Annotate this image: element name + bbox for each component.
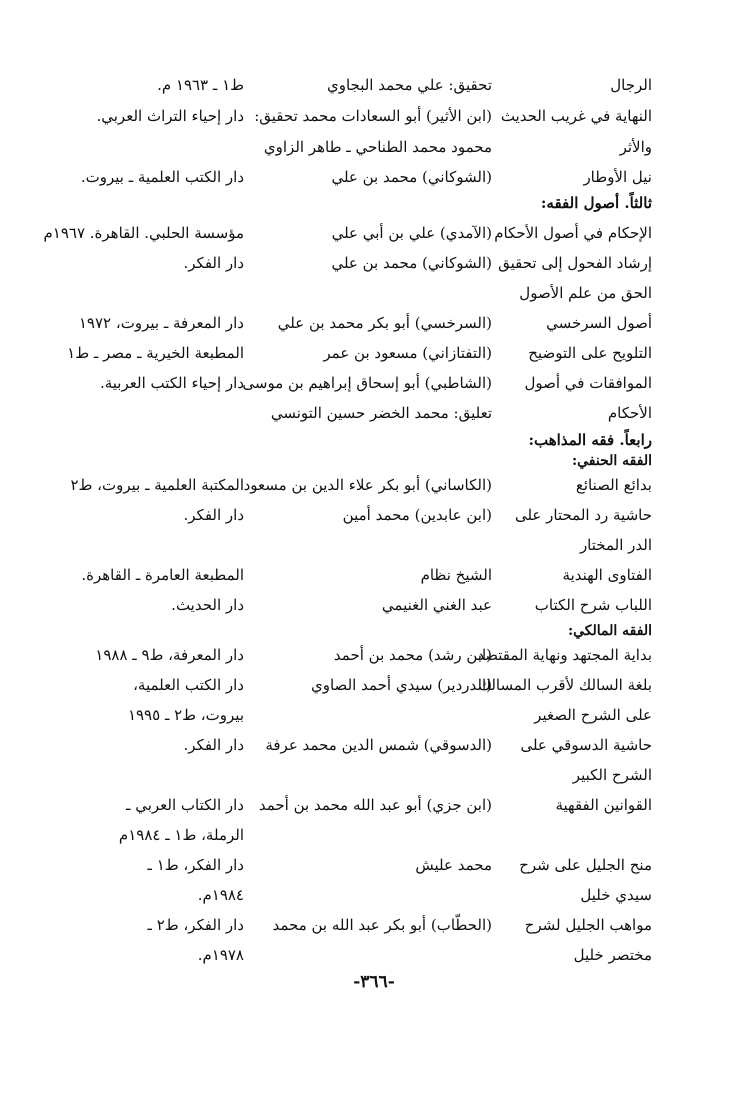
entry-title: التلويح على التوضيح [528, 344, 652, 362]
entry-title: الموافقات في أصول [524, 374, 652, 392]
page-number: -٣٦٦- [353, 972, 395, 992]
entry-publisher: دار الفكر، ط١ ـ [147, 856, 244, 874]
bibliography-entry [0, 278, 748, 308]
bibliography-entry [0, 560, 748, 590]
entry-title: منح الجليل على شرح [519, 856, 652, 874]
entry-title: اللباب شرح الكتاب [534, 596, 652, 614]
entry-title: حاشية رد المحتار على [514, 506, 652, 524]
entry-publisher: دار الفكر، ط٢ ـ [147, 916, 244, 934]
entry-publisher: المكتبة العلمية ـ بيروت، ط٢ [70, 476, 244, 494]
bibliography-entry [0, 670, 748, 700]
entry-title: نيل الأوطار [583, 168, 652, 186]
entry-author: الشيخ نظام [420, 566, 492, 584]
entry-title: القوانين الفقهية [555, 796, 652, 814]
bibliography-entry [0, 248, 748, 278]
entry-author: (الشوكاني) محمد بن علي [331, 254, 492, 272]
entry-title: بدائع الصنائع [575, 476, 652, 494]
entry-publisher: الرملة، ط١ ـ ١٩٨٤م [118, 826, 244, 844]
entry-author: (الآمدي) علي بن أبي علي [331, 224, 492, 242]
entry-title: الأحكام [607, 404, 652, 422]
entry-title: النهاية في غريب الحديث [500, 107, 652, 125]
entry-title: مختصر خليل [573, 946, 652, 964]
entry-author: تحقيق: علي محمد البجاوي [326, 76, 492, 94]
entry-title: الفقه المالكي: [567, 623, 652, 639]
entry-publisher: دار الحديث. [171, 596, 244, 614]
entry-title: أصول السرخسي [546, 314, 652, 332]
bibliography-entry [0, 820, 748, 850]
entry-author: (الشوكاني) محمد بن علي [331, 168, 492, 186]
bibliography-entry [0, 132, 748, 162]
bibliography-entry [0, 308, 748, 338]
entry-author: (الكاساني) أبو بكر علاء الدين بن مسعود [243, 476, 492, 494]
entry-title: والأثر [619, 138, 652, 156]
entry-publisher: المطبعة العامرة ـ القاهرة. [81, 566, 244, 584]
bibliography-entry [0, 398, 748, 428]
bibliography-entry [0, 760, 748, 790]
entry-title: رابعاً. فقه المذاهب: [528, 431, 652, 449]
entry-title: حاشية الدسوقي على [520, 736, 652, 754]
bibliography-entry [0, 101, 748, 131]
entry-publisher: دار المعرفة، ط٩ ـ ١٩٨٨ [95, 646, 244, 664]
bibliography-entry [0, 940, 748, 970]
entry-title: سيدي خليل [580, 886, 652, 904]
entry-title: الشرح الكبير [572, 766, 652, 784]
entry-publisher: المطبعة الخيرية ـ مصر ـ ط١ [67, 344, 244, 362]
entry-author: (ابن الأثير) أبو السعادات محمد تحقيق: [254, 107, 492, 125]
entry-publisher: دار المعرفة ـ بيروت، ١٩٧٢ [78, 314, 244, 332]
entry-publisher: دار إحياء الكتب العربية. [99, 374, 244, 392]
entry-publisher: دار الفكر. [183, 506, 244, 524]
entry-author: محمود محمد الطناحي ـ طاهر الزاوي [263, 138, 492, 156]
entry-publisher: دار الفكر. [183, 736, 244, 754]
entry-title: مواهب الجليل لشرح [524, 916, 652, 934]
entry-publisher: دار الفكر. [183, 254, 244, 272]
bibliography-entry [0, 218, 748, 248]
entry-author: (الدسوقي) شمس الدين محمد عرفة [265, 736, 492, 754]
entry-title: الإحكام في أصول الأحكام [494, 224, 652, 242]
entry-title: ثالثاً. أصول الفقه: [540, 194, 652, 212]
entry-title: الرجال [610, 76, 652, 94]
entry-title: بداية المجتهد ونهاية المقتصد [477, 646, 652, 664]
entry-author: تعليق: محمد الخضر حسين التونسي [270, 404, 492, 422]
bibliography-entry [0, 850, 748, 880]
entry-author: (الحطّاب) أبو بكر عبد الله بن محمد [272, 916, 492, 934]
bibliography-entry [0, 338, 748, 368]
entry-author: (ابن جزي) أبو عبد الله محمد بن أحمد [258, 796, 492, 814]
bibliography-entry [0, 700, 748, 730]
entry-title: الفتاوى الهندية [562, 566, 652, 584]
bibliography-entry [0, 530, 748, 560]
entry-author: (السرخسي) أبو بكر محمد بن علي [277, 314, 492, 332]
bibliography-entry [0, 500, 748, 530]
bibliography-entry [0, 790, 748, 820]
bibliography-entry [0, 880, 748, 910]
bibliography-entry [0, 910, 748, 940]
bibliography-entry [0, 640, 748, 670]
entry-author: (ابن رشد) محمد بن أحمد [333, 646, 492, 664]
bibliography-entry [0, 368, 748, 398]
entry-publisher: ١٩٨٤م. [197, 886, 244, 904]
entry-title: الحق من علم الأصول [519, 284, 652, 302]
entry-author: (التفتازاني) مسعود بن عمر [323, 344, 492, 362]
entry-title: بلغة السالك لأقرب المسالك [478, 676, 652, 694]
bibliography-entry [0, 70, 748, 100]
entry-author: (الدردير) سيدي أحمد الصاوي [311, 676, 492, 694]
entry-title: الدر المختار [579, 536, 652, 554]
entry-publisher: دار الكتاب العربي ـ [126, 796, 244, 814]
entry-author: محمد عليش [415, 856, 492, 874]
entry-publisher: ط١ ـ ١٩٦٣ م. [157, 76, 244, 94]
entry-publisher: ١٩٧٨م. [197, 946, 244, 964]
entry-publisher: مؤسسة الحلبي. القاهرة. ١٩٦٧م [43, 224, 244, 242]
entry-title: الفقه الحنفي: [571, 453, 652, 469]
entry-publisher: بيروت، ط٢ ـ ١٩٩٥ [127, 706, 244, 724]
entry-publisher: دار الكتب العلمية، [133, 676, 244, 694]
entry-title: إرشاد الفحول إلى تحقيق [498, 254, 652, 272]
entry-author: (الشاطبي) أبو إسحاق إبراهيم بن موسى [242, 374, 492, 392]
entry-publisher: دار الكتب العلمية ـ بيروت. [80, 168, 244, 186]
bibliography-entry [0, 470, 748, 500]
entry-author: (ابن عابدين) محمد أمين [342, 506, 492, 524]
entry-title: على الشرح الصغير [534, 706, 652, 724]
entry-publisher: دار إحياء التراث العربي. [96, 107, 244, 125]
bibliography-entry [0, 730, 748, 760]
entry-author: عبد الغني الغنيمي [381, 596, 492, 614]
section-heading [0, 188, 748, 218]
